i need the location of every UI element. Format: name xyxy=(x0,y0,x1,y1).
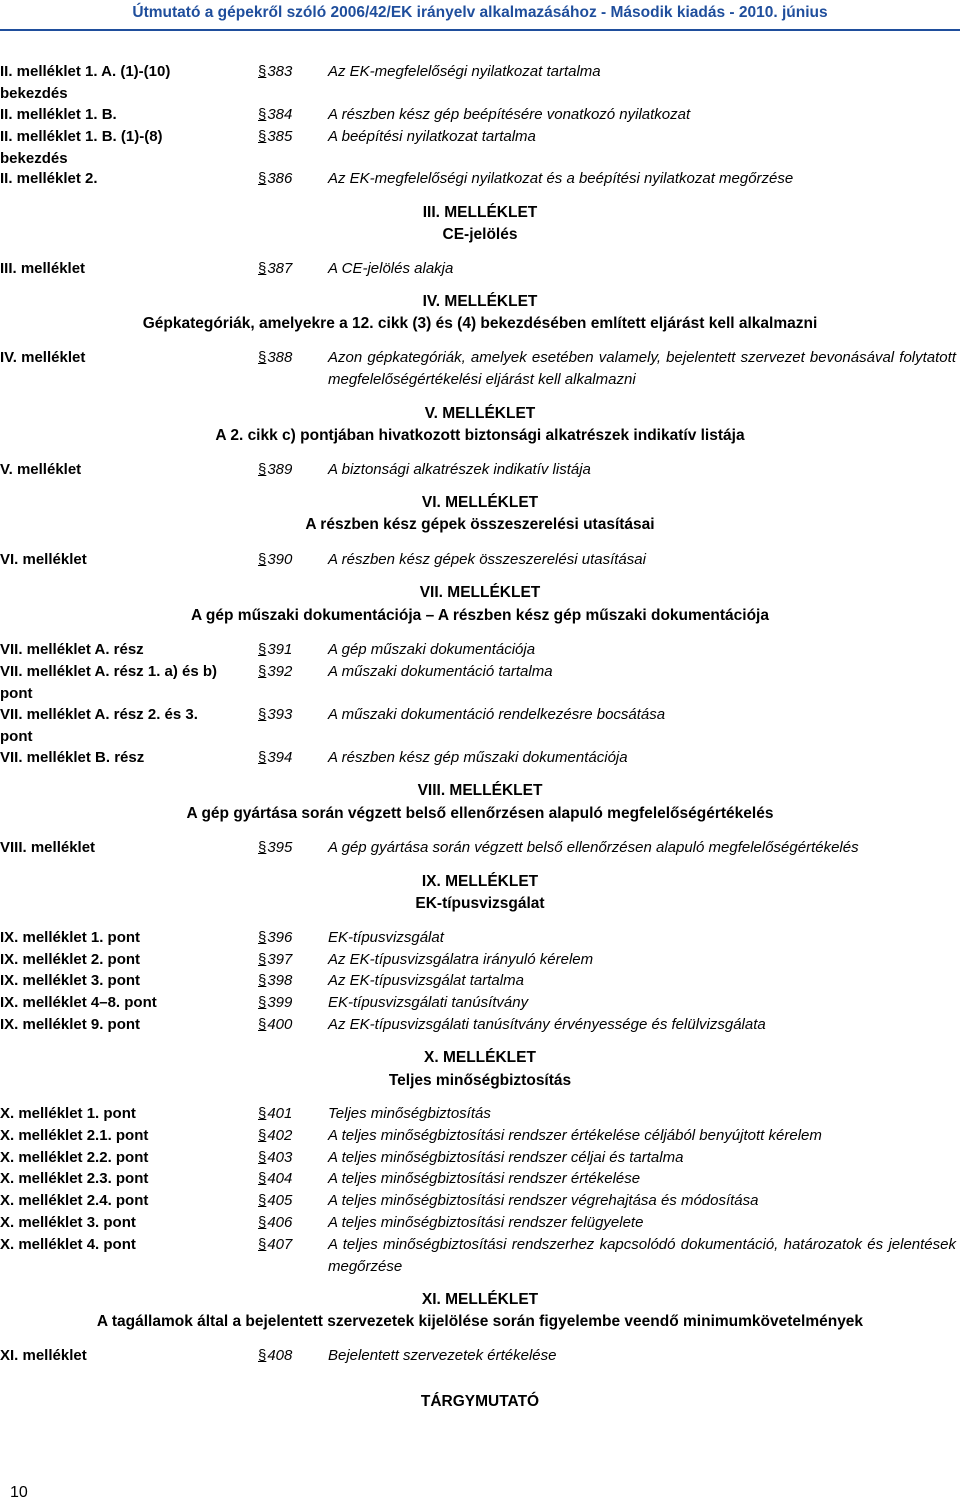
entry-title: A teljes minőségbiztosítási rendszer felügyelete xyxy=(328,1214,644,1231)
annex-heading: IX. MELLÉKLET xyxy=(421,873,539,890)
annex-subheading: Gépkategóriák, amelyekre a 12. cikk (3) és (4) bekezdésében említett eljárást kell alkalmazni xyxy=(142,315,818,332)
entry-title: Az EK-típusvizsgálatra irányuló kérelem xyxy=(328,951,594,968)
entry-ref: XI. melléklet xyxy=(0,1347,87,1364)
entry-title: Az EK-megfelelőségi nyilatkozat és a beépítési nyilatkozat megőrzése xyxy=(328,170,794,187)
entry-ref: IX. melléklet 3. pont xyxy=(0,972,141,989)
entry-paragraph: § 393 xyxy=(258,704,318,726)
entry-paragraph: § 404 xyxy=(258,1168,318,1190)
entry-title: A teljes minőségbiztosítási rendszer végrehajtása és módosítása xyxy=(328,1192,759,1209)
annex-heading: X. MELLÉKLET xyxy=(424,1049,536,1066)
index-heading: TÁRGYMUTATÓ xyxy=(420,1393,540,1410)
entry-title: A részben kész gépek összeszerelési utasításai xyxy=(328,551,646,568)
entry-paragraph: § 399 xyxy=(258,992,318,1014)
entry-paragraph: § 406 xyxy=(258,1212,318,1234)
entry-ref: X. melléklet 3. pont xyxy=(0,1214,136,1231)
entry-ref: V. melléklet xyxy=(0,461,82,478)
entry-title: Az EK-megfelelőségi nyilatkozat tartalma xyxy=(328,63,601,80)
entry-paragraph: § 395 xyxy=(258,837,318,859)
entry-ref: VII. melléklet A. rész 2. és 3. pont xyxy=(0,706,198,745)
entry-ref: X. melléklet 2.3. pont xyxy=(0,1170,149,1187)
entry-paragraph: § 403 xyxy=(258,1147,318,1169)
entry-paragraph: § 402 xyxy=(258,1125,318,1147)
entry-paragraph: § 398 xyxy=(258,970,318,992)
entry-title: Az EK-típusvizsgálat tartalma xyxy=(328,972,524,989)
entry-paragraph: § 388 xyxy=(258,347,318,369)
entry-ref: VII. melléklet A. rész xyxy=(0,641,144,658)
annex-heading: III. MELLÉKLET xyxy=(422,204,538,221)
entry-ref: X. melléklet 4. pont xyxy=(0,1236,136,1253)
entry-ref: II. melléklet 1. A. (1)-(10) bekezdés xyxy=(0,63,171,102)
entry-title: A teljes minőségbiztosítási rendszer értékelése céljából benyújtott kérelem xyxy=(328,1127,822,1144)
entry-paragraph: § 396 xyxy=(258,927,318,949)
entry-title: A teljes minőségbiztosítási rendszer céljai és tartalma xyxy=(328,1149,684,1166)
annex-subheading: CE-jelölés xyxy=(442,226,518,243)
entry-paragraph: § 385 xyxy=(258,126,318,148)
entry-ref: X. melléklet 1. pont xyxy=(0,1105,136,1122)
entry-title: EK-típusvizsgálati tanúsítvány xyxy=(328,994,529,1011)
entry-paragraph: § 390 xyxy=(258,549,318,571)
entry-ref: VII. melléklet A. rész 1. a) és b) pont xyxy=(0,663,218,702)
entry-paragraph: § 387 xyxy=(258,258,318,280)
entry-paragraph: § 384 xyxy=(258,104,318,126)
entry-title: Azon gépkategóriák, amelyek esetében valamely, bejelentett szervezet bevonásával folytatott megfelelőségértékelési eljárást kell alkalmazni xyxy=(328,349,956,388)
entry-paragraph: § 397 xyxy=(258,949,318,971)
entry-ref: X. melléklet 2.1. pont xyxy=(0,1127,149,1144)
entry-title: A biztonsági alkatrészek indikatív listája xyxy=(328,461,591,478)
entry-ref: IX. melléklet 4–8. pont xyxy=(0,994,157,1011)
entry-ref: III. melléklet xyxy=(0,260,86,277)
entry-ref: IX. melléklet 1. pont xyxy=(0,929,141,946)
annex-heading: VI. MELLÉKLET xyxy=(421,494,539,511)
annex-subheading: A 2. cikk c) pontjában hivatkozott biztonsági alkatrészek indikatív listája xyxy=(215,427,745,444)
entry-paragraph: § 394 xyxy=(258,747,318,769)
annex-subheading: A részben kész gépek összeszerelési utasításai xyxy=(305,516,655,533)
entry-ref: IX. melléklet 2. pont xyxy=(0,951,141,968)
entry-title: A beépítési nyilatkozat tartalma xyxy=(328,128,536,145)
entry-paragraph: § 408 xyxy=(258,1345,318,1367)
entry-paragraph: § 407 xyxy=(258,1234,318,1256)
entry-ref: X. melléklet 2.2. pont xyxy=(0,1149,149,1166)
entry-ref: II. melléklet 1. B. (1)-(8) bekezdés xyxy=(0,128,163,167)
entry-ref: II. melléklet 2. xyxy=(0,170,98,187)
entry-title: A gép műszaki dokumentációja xyxy=(328,641,536,658)
annex-heading: VIII. MELLÉKLET xyxy=(417,782,543,799)
annex-subheading: A tagállamok által a bejelentett szervezetek kijelölése során figyelembe veendő minimumkövetelmények xyxy=(96,1313,864,1330)
entry-title: A műszaki dokumentáció rendelkezésre bocsátása xyxy=(328,706,666,723)
entry-ref: IV. melléklet xyxy=(0,349,86,366)
document-header: Útmutató a gépekről szóló 2006/42/EK irányelv alkalmazásához - Második kiadás - 2010. június xyxy=(132,4,828,21)
entry-title: A teljes minőségbiztosítási rendszerhez kapcsolódó dokumentáció, határozatok és jelentések megőrzése xyxy=(328,1236,956,1275)
entry-ref: X. melléklet 2.4. pont xyxy=(0,1192,149,1209)
entry-title: A részben kész gép beépítésére vonatkozó nyilatkozat xyxy=(328,106,691,123)
entry-paragraph: § 386 xyxy=(258,168,318,190)
entry-paragraph: § 383 xyxy=(258,61,318,83)
annex-heading: V. MELLÉKLET xyxy=(424,405,536,422)
entry-title: Bejelentett szervezetek értékelése xyxy=(328,1347,557,1364)
entry-paragraph: § 405 xyxy=(258,1190,318,1212)
entry-paragraph: § 400 xyxy=(258,1014,318,1036)
entry-paragraph: § 392 xyxy=(258,661,318,683)
entry-ref: VI. melléklet xyxy=(0,551,87,568)
annex-subheading: EK-típusvizsgálat xyxy=(415,895,545,912)
entry-ref: IX. melléklet 9. pont xyxy=(0,1016,141,1033)
page-number: 10 xyxy=(10,1484,28,1501)
entry-ref: II. melléklet 1. B. xyxy=(0,106,117,123)
annex-subheading: A gép műszaki dokumentációja – A részben kész gép műszaki dokumentációja xyxy=(191,607,769,624)
entry-title: Az EK-típusvizsgálati tanúsítvány érvényessége és felülvizsgálata xyxy=(328,1016,766,1033)
entry-paragraph: § 401 xyxy=(258,1103,318,1125)
entry-title: A műszaki dokumentáció tartalma xyxy=(328,663,553,680)
entry-title: A CE-jelölés alakja xyxy=(328,260,454,277)
annex-heading: XI. MELLÉKLET xyxy=(421,1291,539,1308)
entry-paragraph: § 391 xyxy=(258,639,318,661)
entry-title: A részben kész gép műszaki dokumentációja xyxy=(328,749,628,766)
annex-subheading: Teljes minőségbiztosítás xyxy=(388,1072,572,1089)
entry-paragraph: § 389 xyxy=(258,459,318,481)
entry-ref: VIII. melléklet xyxy=(0,839,96,856)
annex-heading: VII. MELLÉKLET xyxy=(419,584,541,601)
entry-title: A gép gyártása során végzett belső ellenőrzésen alapuló megfelelőségértékelés xyxy=(328,839,859,856)
header-divider xyxy=(0,29,960,31)
annex-subheading: A gép gyártása során végzett belső ellenőrzésen alapuló megfelelőségértékelés xyxy=(186,805,774,822)
annex-heading: IV. MELLÉKLET xyxy=(422,293,538,310)
entry-title: Teljes minőségbiztosítás xyxy=(328,1105,491,1122)
entry-ref: VII. melléklet B. rész xyxy=(0,749,145,766)
entry-title: EK-típusvizsgálat xyxy=(328,929,444,946)
entry-title: A teljes minőségbiztosítási rendszer értékelése xyxy=(328,1170,641,1187)
